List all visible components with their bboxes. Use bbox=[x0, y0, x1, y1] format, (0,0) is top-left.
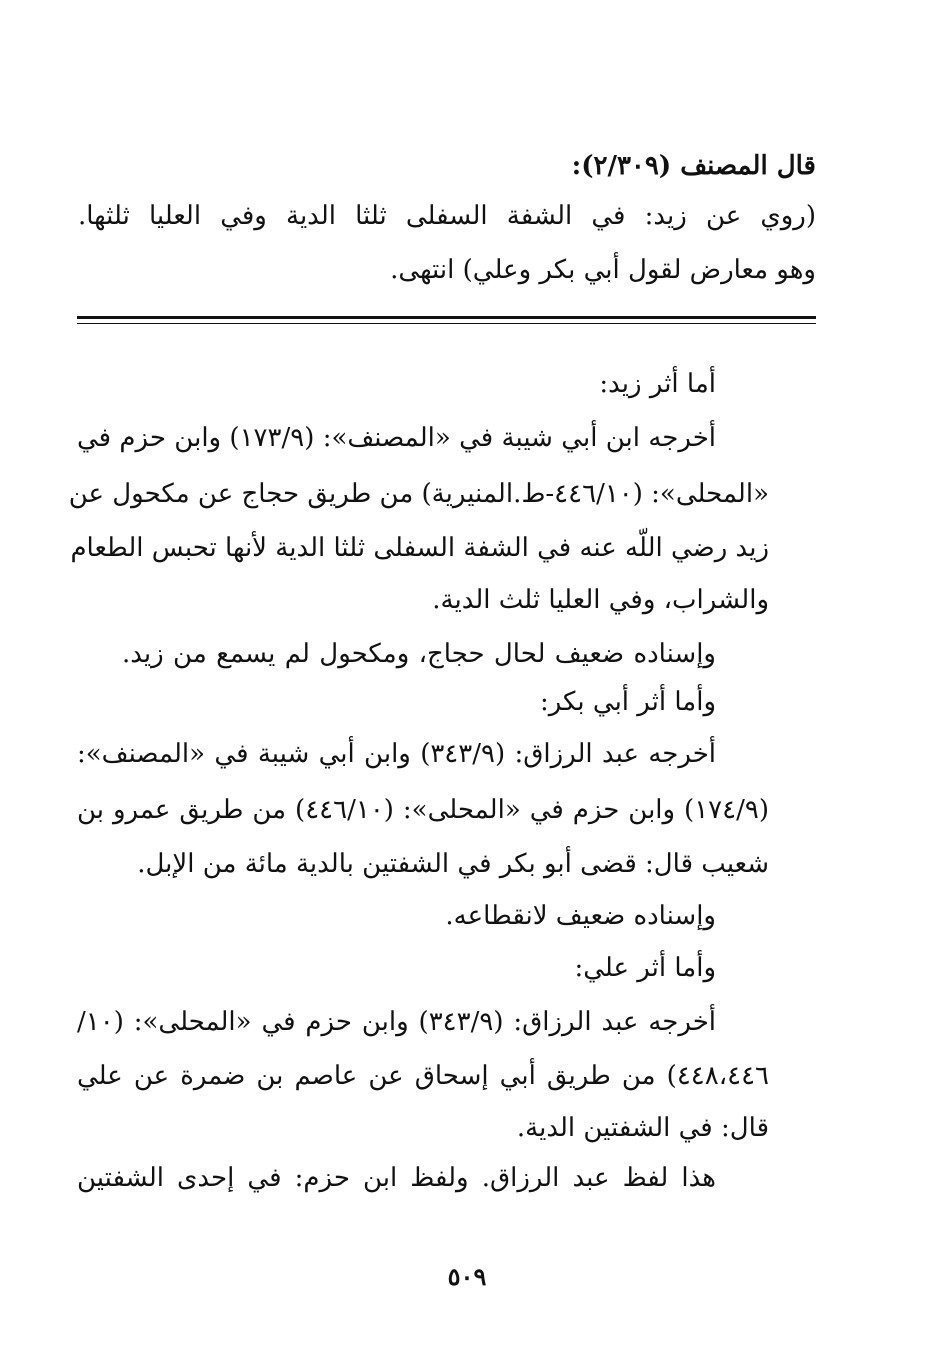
section-heading-ali: وأما أثر علي: bbox=[574, 953, 716, 983]
quote-line: (روي عن زيد: في الشفة السفلى ثلثا الدية وفي العليا ثلثها. bbox=[78, 201, 816, 231]
body-line: أخرجه ابن أبي شيبة في «المصنف»: (١٧٣/٩) وابن حزم في bbox=[77, 423, 716, 453]
body-line: شعيب قال: قضى أبو بكر في الشفتين بالدية مائة من الإبل. bbox=[137, 849, 769, 879]
body-line: ٤٤٨،٤٤٦) من طريق أبي إسحاق عن عاصم بن ضمرة عن علي bbox=[77, 1061, 769, 1091]
body-line: (١٧٤/٩) وابن حزم في «المحلى»: (٤٤٦/١٠) من طريق عمرو بن bbox=[77, 795, 769, 825]
body-line: زيد رضي اللّه عنه في الشفة السفلى ثلثا الدية لأنها تحبس الطعام bbox=[70, 533, 769, 563]
page-number: ٥٠٩ bbox=[447, 1262, 487, 1291]
body-line: هذا لفظ عبد الرزاق. ولفظ ابن حزم: في إحدى الشفتين bbox=[77, 1163, 716, 1193]
body-line: والشراب، وفي العليا ثلث الدية. bbox=[432, 585, 769, 615]
quote-line: وهو معارض لقول أبي بكر وعلي) انتهى. bbox=[390, 255, 816, 285]
section-heading-zayd: أما أثر زيد: bbox=[599, 369, 716, 399]
separator-rule-top bbox=[77, 316, 816, 319]
body-line: وإسناده ضعيف لحال حجاج، ومكحول لم يسمع من زيد. bbox=[122, 639, 716, 669]
body-line: «المحلى»: (٤٤٦/١٠-ط.المنيرية) من طريق حجاج عن مكحول عن bbox=[68, 479, 769, 509]
separator-rule-bottom bbox=[77, 323, 816, 324]
section-heading-abu-bakr: وأما أثر أبي بكر: bbox=[539, 687, 716, 717]
body-line: قال: في الشفتين الدية. bbox=[516, 1113, 769, 1143]
quote-heading: قال المصنف (٢/٣٠٩): bbox=[571, 151, 816, 181]
body-line: أخرجه عبد الرزاق: (٣٤٣/٩) وابن حزم في «المحلى»: (١٠/ bbox=[77, 1007, 716, 1037]
body-line: وإسناده ضعيف لانقطاعه. bbox=[445, 901, 716, 931]
body-line: أخرجه عبد الرزاق: (٣٤٣/٩) وابن أبي شيبة في «المصنف»: bbox=[77, 739, 716, 769]
